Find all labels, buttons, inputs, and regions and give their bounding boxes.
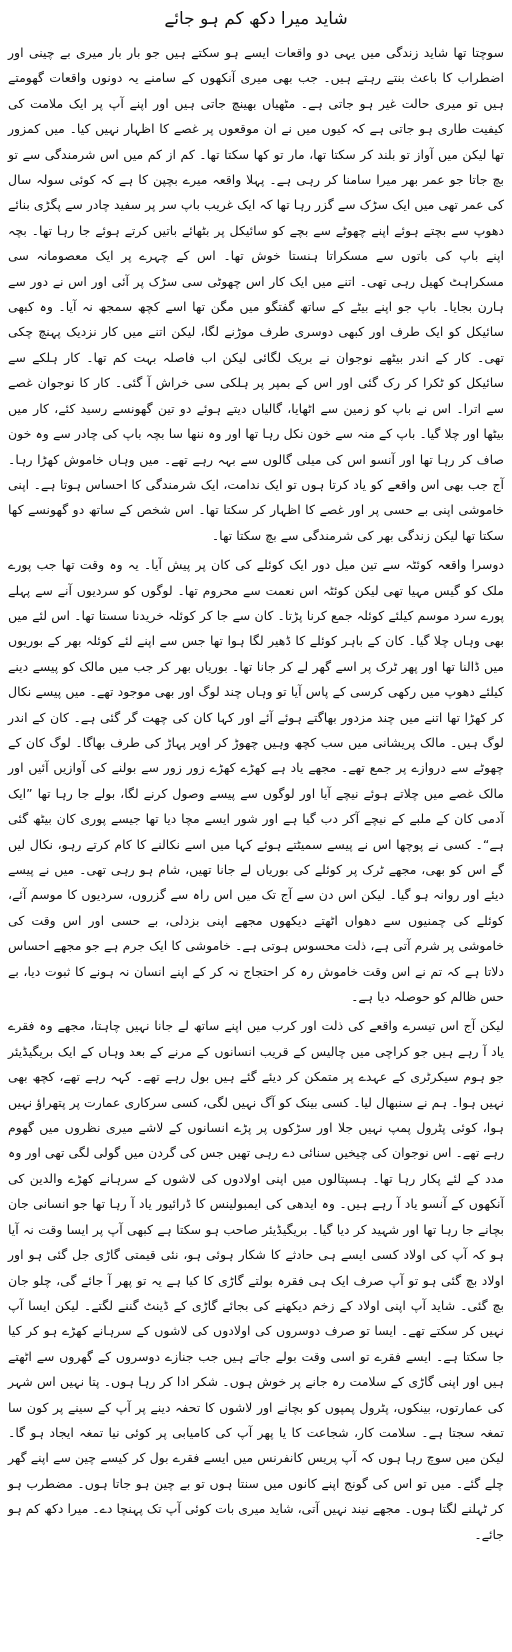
article-body xyxy=(8,40,504,1547)
paragraph-3: لیکن آج اس تیسرے واقعے کی ذلت اور کرب میں اپنے ساتھ لے جانا نہیں چاہتا، مجھے وہ فقرے یاد آ رہے ہیں جو کراچی میں چالیس کے قریب انسانوں کے مرنے کے بعد وہاں کے ایک بریگیڈیئر جو ہوم سیکرٹری کے عہدے پر متمکن کر دیئے گئے ہیں بول رہے تھے۔ کہہ رہے تھے، کچھ بھی نہیں ہوا۔ ہم نے سنبھال لیا۔ کسی بینک کو آگ نہیں لگی، کسی سرکاری عمارت پر پتھراؤ نہیں ہوا، کوئی پٹرول پمپ نہیں جلا اور سڑکوں پر پڑے انسانوں کے لاشے میری نظروں میں گھوم رہے تھے۔ اس نوجوان کی چیخیں سنائی دے رہی تھیں جس کی گردن میں گولی لگی تھی اور وہ مدد کے لئے پکار رہا تھا۔ ہسپتالوں میں اپنی اولادوں کی لاشوں کے سرہانے کھڑے والدین کی آنکھوں کے آنسو یاد آ رہے ہیں۔ وہ ایدھی کی ایمبولینس کا ڈرائیور یاد آ رہا تھا جو انسانی جان بچانے جا رہا تھا اور شہید کر دیا گیا۔ بریگیڈیئر صاحب ہو سکتا ہے کبھی آپ پر ایسا وقت نہ آیا ہو کہ آپ کی اولاد کسی ایسے ہی حادثے کا شکار ہوئی ہو، نئی قیمتی گاڑی جل گئی ہو اور اولاد بچ گئی ہو تو آپ صرف ایک ہی فقرہ بولتے گاڑی کا کیا ہے یہ تو پھر آ جائے گی، چلو جان بچ گئی۔ شاید آپ اپنی اولاد کے زخم دیکھنے کی بجائے گاڑی کے ڈینٹ گننے لگتے۔ لیکن ایسا آپ نہیں کر سکتے تھے۔ ایسا تو صرف دوسروں کی اولادوں کی لاشوں کے سرہانے کھڑے ہو کر کیا جا سکتا ہے۔ ایسے فقرے تو اسی وقت بولے جاتے ہیں جب جنازے دوسروں کے گھروں سے اٹھتے ہیں اور اپنی گاڑی کے سلامت رہ جانے پر خوش ہوں۔ شکر ادا کر رہا ہوں۔ پتا نہیں اس شہر کی عمارتوں، بینکوں، پٹرول پمپوں کو بچانے اور لاشوں کا تحفہ دینے پر آپ کے سینے پر کون سا تمغہ سجتا ہے۔ سلامت کار، شجاعت کا یا پھر آپ کی کامیابی پر کوئی نیا تمغہ ایجاد ہو گا۔ لیکن میں سوچ رہا ہوں کہ آپ پریس کانفرنس میں ایسے فقرے بول کر کیسے چین سے اپنے گھر چلے گئے۔ میں تو اس کی گونج اپنے کانوں میں سنتا ہوں تو بے چین ہو جاتا ہوں۔ مضطرب ہو کر ٹہلنے لگتا ہوں۔ مجھے نیند نہیں آتی، شاید میری بات کوئی آپ تک پہنچا دے۔ میرا دکھ کم ہو جائے۔ xyxy=(8,1018,504,1542)
paragraph-1: سوچتا تھا شاید زندگی میں یہی دو واقعات ایسے ہو سکتے ہیں جو بار بار میری بے چینی اور اضطراب کا باعث بنتے رہتے ہیں۔ جب بھی میری آنکھوں کے سامنے یہ دونوں واقعات گھومتے ہیں تو میری حالت غیر ہو جاتی ہے۔ مٹھیاں بھینچ جاتی ہیں اور اپنے آپ پر ایک ملامت کی کیفیت طاری ہو جاتی ہے کہ کیوں میں نے ان موقعوں پر غصے کا اظہار نہیں کیا۔ میں کمزور تھا لیکن میں آواز تو بلند کر سکتا تھا، مار تو کھا سکتا تھا۔ کم از کم میں اس شرمندگی سے تو بچ جاتا جو عمر بھر میرا سامنا کر رہی ہے۔ پہلا واقعہ میرے بچپن کا ہے کہ کوئی سولہ سال کی عمر تھی میں ایک سڑک سے گزر رہا تھا کہ ایک غریب باپ سر پر سفید چادر سے پگڑی بنائے دھوپ سے بچتے ہوئے اپنے چھوٹے سے بچے کو سائیکل پر بٹھائے باتیں کرتے ہوئے جا رہا تھا۔ بچہ اپنے باپ کی باتوں سے مسکراتا ہنستا خوش تھا۔ اس کے چہرے پر ایک معصومانہ سی مسکراہٹ کھیل رہی تھی۔ اتنے میں ایک کار اس چھوٹی سی سڑک پر آئی اور اس نے دور سے ہارن بجایا۔ باپ جو اپنے بیٹے کے ساتھ گفتگو میں مگن تھا اسے کچھ سمجھ نہ آیا۔ وہ کبھی سائیکل کو ایک طرف اور کبھی دوسری طرف موڑنے لگا، لیکن اتنے میں کار نزدیک پہنچ چکی تھی۔ کار کے اندر بیٹھے نوجوان نے بریک لگائی لیکن اب فاصلہ بہت کم تھا۔ کار ہلکے سے سائیکل کو ٹکرا کر رک گئی اور اس کے بمپر پر ہلکی سی خراش آ گئی۔ کار کا نوجوان غصے سے اترا۔ اس نے باپ کو زمین سے اٹھایا، گالیاں دیتے ہوئے دو تین گھونسے رسید کئے، کار میں بیٹھا اور چلا گیا۔ باپ کے منہ سے خون نکل رہا تھا اور وہ ننھا سا بچہ باپ کی چادر سے وہ خون صاف کر رہا تھا اور آنسو اس کی میلی گالوں سے بہہ رہے تھے۔ میں وہاں خاموش کھڑا رہا۔ آج جب بھی اس واقعے کو یاد کرتا ہوں تو ایک ندامت، ایک شرمندگی کا احساس ہوتا ہے۔ اپنی خاموشی اپنی بے حسی پر اور غصے کا اظہار کر سکتا تھا۔ اس شخص کے ساتھ دو گھونسے کھا سکتا تھا لیکن زندگی بھر کی شرمندگی سے بچ سکتا تھا۔ xyxy=(8,45,504,543)
article-title: شاید میرا دکھ کم ہو جائے xyxy=(164,9,348,29)
paragraph-2: دوسرا واقعہ کوئٹہ سے تین میل دور ایک کوئلے کی کان پر پیش آیا۔ یہ وہ وقت تھا جب پورے ملک کو گیس مہیا تھی لیکن کوئٹہ اس نعمت سے محروم تھا۔ لوگوں کو سردیوں آنے سے پہلے پورے سرد موسم کیلئے کوئلہ جمع کرنا پڑتا۔ کان سے جا کر کوئلہ خریدنا سستا تھا۔ اس لئے میں بھی وہاں چلا گیا۔ کان کے باہر کوئلے کا ڈھیر لگا ہوا تھا جس سے اپنے لئے کوئلہ بھر کے بوریوں میں ڈالنا تھا اور پھر ٹرک پر اسے گھر لے کر جانا تھا۔ بوریاں بھر کر جب میں مالک کو پیسے دینے کیلئے دھوپ میں رکھی کرسی کے پاس آیا تو وہاں چند لوگ اور بھی موجود تھے۔ میں پیسے نکال کر کھڑا تھا اتنے میں چند مزدور بھاگتے ہوئے آئے اور کہا کان کی چھت گر گئی ہے۔ کان کے اندر لوگ ہیں۔ مالک پریشانی میں سب کچھ وہیں چھوڑ کر اوپر پہاڑ کی طرف بھاگا۔ لوگ کان کے چھوٹے سے دروازے پر جمع تھے۔ مجھے یاد ہے کھڑے کھڑے زور زور سے بولنے کی آوازیں آئیں اور مالک غصے میں چلاتے ہوئے نیچے آیا اور لوگوں سے پیسے وصول کرنے لگا، بولے جا رہا تھا ”ایک آدمی کان کے ملبے کے نیچے آکر دب گیا ہے اور شور ایسے مچا دیا تھا جیسے پوری کان بیٹھ گئی ہے“۔ کسی نے پوچھا اس نے پیسے سمیٹتے ہوئے کہا میں اسے نکالنے کا کام کرتے رہو، نکال لیں گے اس کو بھی، مجھے ٹرک پر کوئلے کی بوریاں لے جانا تھیں، شام ہو رہی تھی۔ میں نے پیسے دیئے اور روانہ ہو گیا۔ لیکن اس دن سے آج تک میں اس راہ سے گزروں، سردیوں کا موسم آئے، کوئلے کی چمنیوں سے دھواں اٹھتے دیکھوں مجھے اپنی بزدلی، بے حسی اور اس وقت کی خاموشی پر شرم آتی ہے، ذلت محسوس ہوتی ہے۔ خاموشی کا ایک جرم ہے جو مجھے احساس دلاتا ہے کہ تم نے اس وقت خاموش رہ کر احتجاج نہ کر کے اپنے انسان نہ ہونے کا ثبوت دیا، بے حس ظالم کو حوصلہ دیا ہے۔ xyxy=(8,557,504,1005)
